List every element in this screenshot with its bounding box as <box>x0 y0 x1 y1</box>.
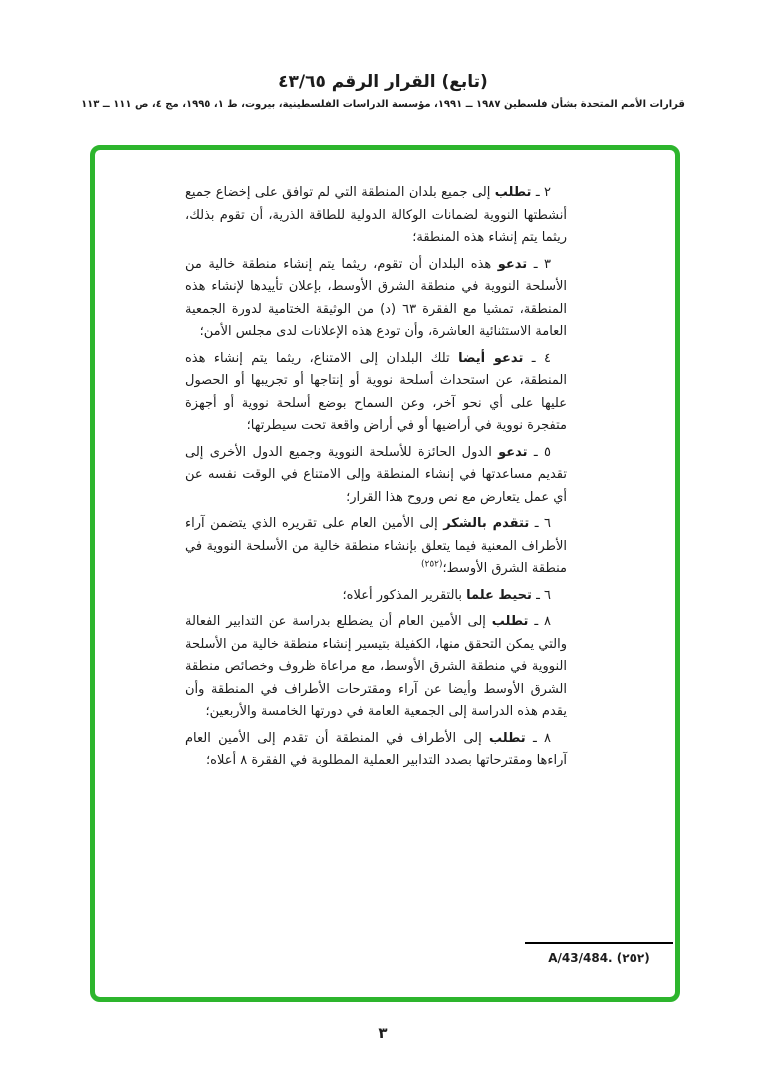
resolution-paragraph <box>185 182 567 250</box>
paragraph-number: ٦ <box>544 587 551 603</box>
paragraph-lead: تحيط علما <box>466 587 532 603</box>
page-number: ٣ <box>378 1024 388 1042</box>
resolution-paragraph <box>185 348 567 438</box>
footnote-reference: (٢٥٢) <box>420 559 443 570</box>
resolution-paragraph <box>185 585 567 608</box>
paragraph-number: ٢ <box>544 185 552 200</box>
paragraph-lead: تطلب <box>489 730 526 746</box>
paragraph-dash: ـ <box>534 516 539 531</box>
paragraph-lead: تدعو <box>498 444 528 460</box>
paragraph-number: ٤ <box>543 350 551 366</box>
source-citation: قرارات الأمم المتحدة بشأن فلسطين ١٩٨٧ ــ ١٩٩١، مؤسسة الدراسات الفلسطينية، بيروت، ط ١، ١٩٩٥، مج ٤، ص ١١١ ــ ١١٣ <box>81 99 685 110</box>
paragraph-lead: تطلب <box>494 185 532 200</box>
resolution-paragraph <box>185 728 567 773</box>
paragraph-number: ٥ <box>544 444 552 460</box>
paragraph-number: ٨ <box>544 614 551 629</box>
paragraph-lead: تدعو <box>497 256 528 272</box>
paragraph-dash: ـ <box>531 350 536 366</box>
paragraph-text: الدول الحائزة للأسلحة النووية وجميع الدول الأخرى إلى تقديم مساعدتها في إنشاء المنطقة وإلى الامتناع في الوقت نفسه عن أي عمل يتعارض مع نص وروح هذا القرار؛ <box>185 444 567 505</box>
document-header <box>0 0 766 110</box>
paragraph-dash: ـ <box>533 256 538 272</box>
resolution-text <box>95 150 675 773</box>
paragraph-number: ٦ <box>543 516 551 531</box>
paragraph-text: إلى الأمين العام أن يضطلع بدراسة عن التدابير الفعالة والتي يمكن التحقق منها، الكفيلة بتيسير إنشاء منطقة خالية من الأسلحة النووية في منطقة الشرق الأوسط، مع مراعاة ظروف وخصائص منطقة الشرق الأوسط وأيضا عن آراء ومقترحات الأطراف في المنطقة وأن يقدم هذه الدراسة إلى الجمعية العامة في دورتها الخامسة والأربعين؛ <box>185 614 567 719</box>
resolution-paragraph <box>185 611 567 724</box>
page-title: (تابع) القرار الرقم ٤٣/٦٥ <box>278 72 488 92</box>
resolution-paragraph <box>185 513 567 581</box>
paragraph-number: ٣ <box>544 256 551 272</box>
paragraph-text: تلك البلدان إلى الامتناع، ريثما يتم إنشاء هذه المنطقة، عن استحداث أسلحة نووية أو إنتاجها أو تجريبها أو الحصول عليها على أي نحو آخر، وعن السماح بوضع أسلحة نووية أو أجهزة متفجرة نووية في أراضيها أو في أراض واقعة تحت سيطرتها؛ <box>185 350 567 433</box>
paragraph-number: ٨ <box>544 730 552 746</box>
paragraph-dash: ـ <box>532 730 537 746</box>
footnote <box>525 942 673 965</box>
paragraph-lead: تطلب <box>491 614 529 629</box>
paragraph-dash: ـ <box>535 185 540 200</box>
content-frame <box>90 145 680 1002</box>
paragraph-lead: تتقدم بالشكر <box>443 516 530 531</box>
footnote-text: A/43/484. (٢٥٢) <box>548 951 650 965</box>
paragraph-dash: ـ <box>533 444 538 460</box>
paragraph-dash: ـ <box>534 614 539 629</box>
paragraph-text: بالتقرير المذكور أعلاه؛ <box>342 587 462 603</box>
paragraph-dash: ـ <box>536 587 540 603</box>
paragraph-text: هذه البلدان أن تقوم، ريثما يتم إنشاء منطقة خالية من الأسلحة النووية في منطقة الشرق الأوسط، بإعلان تأييدها لإنشاء هذه المنطقة، تمشيا مع الفقرة ٦٣ (د) من الوثيقة الختامية لدورة الجمعية العامة الاستثنائية العاشرة، وأن تودع هذه الإعلانات لدى مجلس الأمن؛ <box>185 256 567 339</box>
resolution-paragraph <box>185 254 567 344</box>
paragraph-text: إلى الأمين العام على تقريره الذي يتضمن آراء الأطراف المعنية فيما يتعلق بإنشاء منطقة خالية من الأسلحة النووية في منطقة الشرق الأوسط؛ <box>185 516 567 576</box>
paragraph-text: إلى جميع بلدان المنطقة التي لم توافق على إخضاع جميع أنشطتها النووية لضمانات الوكالة الدولية للطاقة الذرية، أن تقوم بذلك، ريثما يتم إنشاء هذه المنطقة؛ <box>185 185 567 245</box>
resolution-paragraph <box>185 442 567 510</box>
paragraph-text: إلى الأطراف في المنطقة أن تقدم إلى الأمين العام آراءها ومقترحاتها بصدد التدابير العملية المطلوبة في الفقرة ٨ أعلاه؛ <box>185 730 567 768</box>
paragraph-lead: تدعو أيضا <box>458 350 524 366</box>
